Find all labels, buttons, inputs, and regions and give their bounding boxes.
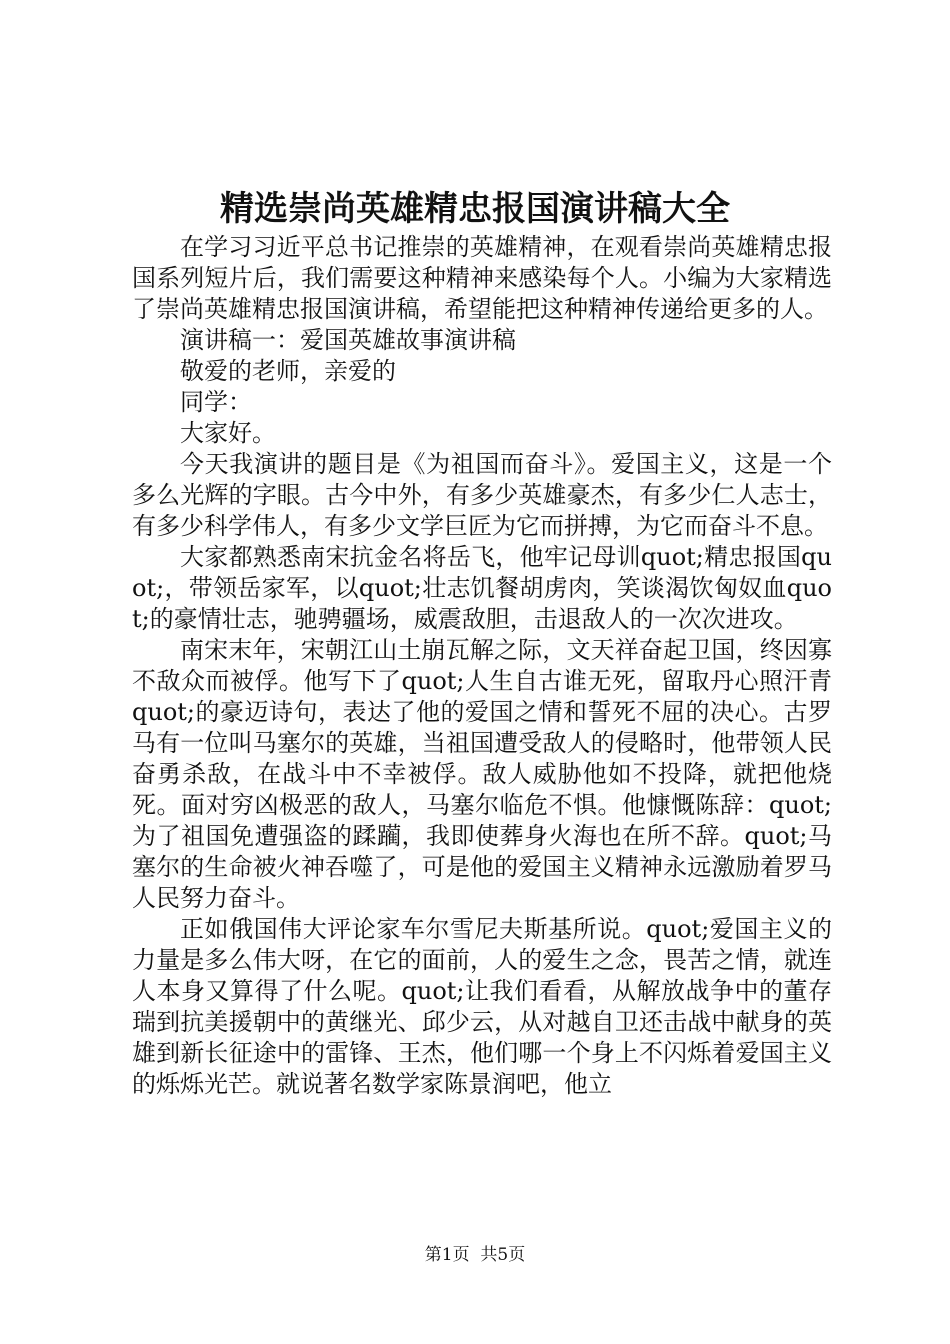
document-body [132,232,832,1100]
paragraph-patriotism: 正如俄国伟大评论家车尔雪尼夫斯基所说。quot;爱国主义的力量是多么伟大呀，在它的面前，人的爱生之念，畏苦之情，就连人本身又算得了什么呢。quot;让我们看看，从解放战争中的董存瑞到抗美援朝中的黄继光、邱少云，从对越自卫还击战中献身的英雄到新长征途中的雷锋、王杰，他们哪一个身上不闪烁着爱国主义的烁烁光芒。就说著名数学家陈景润吧，他立 [132,915,832,1098]
paragraph-wentianxiang: 南宋末年，宋朝江山土崩瓦解之际，文天祥奋起卫国，终因寡不敌众而被俘。他写下了quot;人生自古谁无死，留取丹心照汗青quot;的豪迈诗句，表达了他的爱国之情和誓死不屈的决心。古罗马有一位叫马塞尔的英雄，当祖国遭受敌人的侵略时，他带领人民奋勇杀敌，在战斗中不幸被俘。敌人威胁他如不投降，就把他烧死。面对穷凶极恶的敌人，马塞尔临危不惧。他慷慨陈辞：quot;为了祖国免遭强盗的蹂躏，我即使葬身火海也在所不辞。quot;马塞尔的生命被火神吞噬了，可是他的爱国主义精神永远激励着罗马人民努力奋斗。 [132,636,832,912]
page-number: 第1页 [424,1245,470,1265]
paragraph-intro: 在学习习近平总书记推崇的英雄精神，在观看崇尚英雄精忠报国系列短片后，我们需要这种精神来感染每个人。小编为大家精选了崇尚英雄精忠报国演讲稿，希望能把这种精神传递给更多的人。 [132,233,832,323]
paragraph-topic: 今天我演讲的题目是《为祖国而奋斗》。爱国主义，这是一个多么光辉的字眼。古今中外，有多少英雄豪杰，有多少仁人志士，有多少科学伟人，有多少文学巨匠为它而拼搏，为它而奋斗不息。 [132,450,832,540]
document-title: 精选崇尚英雄精忠报国演讲稿大全 [220,189,730,229]
paragraph-greeting: 大家好。 [180,419,276,447]
page-footer [0,1244,950,1266]
paragraph-speech-heading: 演讲稿一：爱国英雄故事演讲稿 [180,326,516,354]
paragraph-yuefei: 大家都熟悉南宋抗金名将岳飞，他牢记母训quot;精忠报国quot;，带领岳家军，以quot;壮志饥餐胡虏肉，笑谈渴饮匈奴血quot;的豪情壮志，驰骋疆场，威震敌胆，击退敌人的一次次进攻。 [132,543,832,633]
paragraph-salutation: 敬爱的老师，亲爱的 [180,357,396,385]
paragraph-salutation-cont: 同学： [180,388,252,416]
page-total: 共5页 [480,1245,526,1265]
